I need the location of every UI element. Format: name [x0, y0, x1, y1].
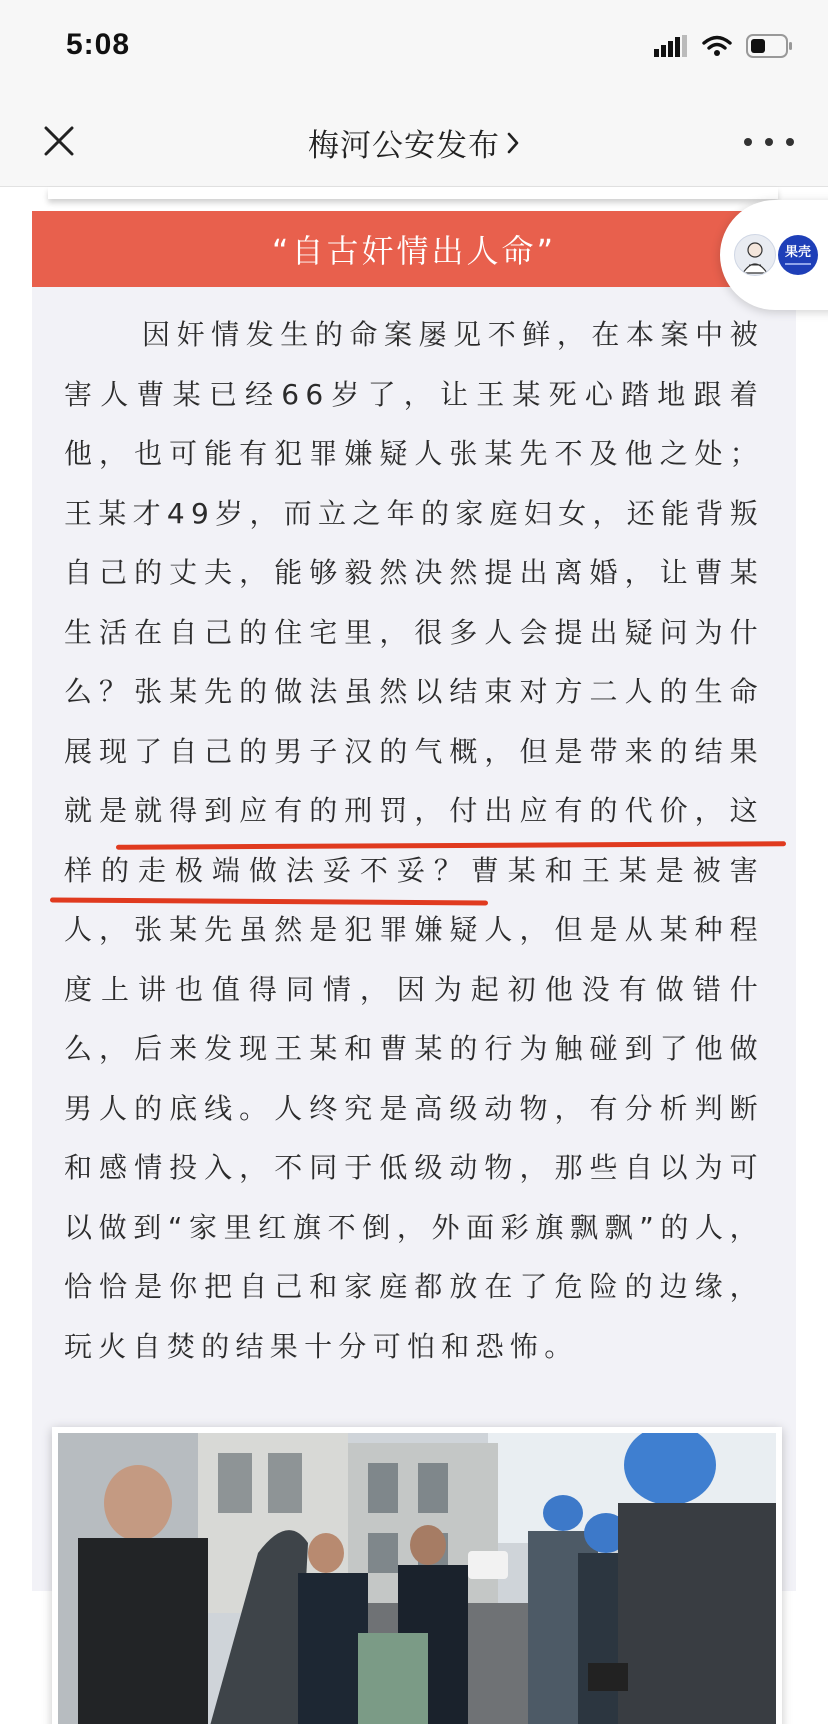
previous-card-edge	[48, 187, 778, 199]
more-icon-dot	[786, 138, 794, 146]
article-content	[0, 187, 828, 1724]
article-paragraph-container	[64, 305, 764, 1376]
badge-logo-underline	[785, 263, 811, 265]
more-button[interactable]	[744, 122, 794, 162]
cellular-signal-icon	[654, 35, 688, 61]
status-bar	[0, 0, 828, 96]
section-title: “自古奸情出人命”	[271, 232, 557, 270]
status-time: 5:08	[66, 28, 131, 61]
floating-badge[interactable]	[720, 200, 828, 310]
wifi-icon	[702, 35, 732, 61]
article-paragraph: 因奸情发生的命案屡见不鲜，在本案中被害人曹某已经66岁了，让王某死心踏地跟着他，也可能有犯罪嫌疑人张某先不及他之处；王某才49岁，而立之年的家庭妇女，还能背叛自己的丈夫，能够毅然决然提出离婚，让曹某生活在自己的住宅里，很多人会提出疑问为什么？张某先的做法虽然以结束对方二人的生命展现了自己的男子汉的气概，但是带来的结果就是就得到应有的刑罚，付出应有的代价，这样的走极端做法妥不妥？曹某和王某是被害人，张某先虽然是犯罪嫌疑人，但是从某种程度上讲也值得同情，因为起初他没有做错什么，后来发现王某和曹某的行为触碰到了他做男人的底线。人终究是高级动物，有分析判断和感情投入，不同于低级动物，那些自以为可以做到“家里红旗不倒，外面彩旗飘飘”的人，恰恰是你把自己和家庭都放在了危险的边缘，玩火自焚的结果十分可怕和恐怖。	[64, 318, 764, 1363]
guokr-logo-icon	[778, 235, 818, 275]
more-icon-dot	[765, 138, 773, 146]
battery-icon	[746, 34, 794, 62]
badge-logo-text: 果壳	[784, 244, 811, 260]
chevron-right-icon	[506, 130, 520, 156]
article-box	[32, 287, 796, 1591]
photo-frame	[52, 1427, 782, 1724]
account-name: 梅河公安发布	[308, 128, 500, 164]
account-name-link[interactable]	[308, 120, 520, 165]
more-icon-dot	[744, 138, 752, 146]
status-icons	[654, 34, 794, 62]
nav-title-container	[0, 120, 828, 165]
avatar-icon	[734, 234, 776, 276]
navigation-bar	[0, 96, 828, 187]
section-header	[32, 211, 796, 287]
news-photo[interactable]	[58, 1433, 776, 1724]
